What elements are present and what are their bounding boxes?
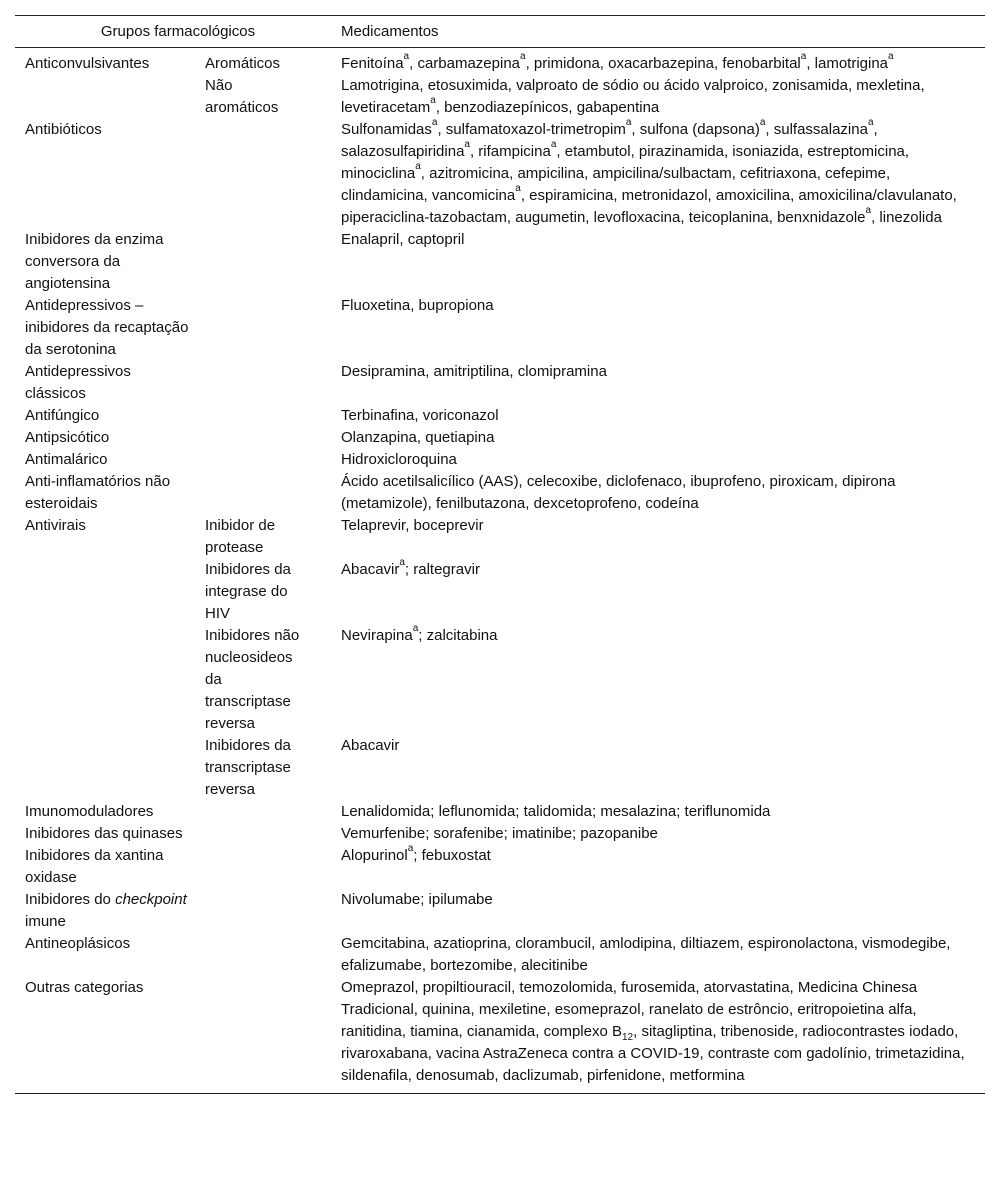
group-cell xyxy=(15,48,205,76)
text-segment: Antimalárico xyxy=(25,451,108,468)
footnote-marker: a xyxy=(431,117,438,128)
text-segment: Abacavir xyxy=(341,737,400,754)
subscript: 12 xyxy=(621,1032,634,1043)
text-segment: ; febuxostat xyxy=(413,847,491,864)
italic-term: checkpoint xyxy=(115,891,187,908)
table-row xyxy=(15,801,985,823)
group-cell xyxy=(15,229,205,295)
table-row xyxy=(15,823,985,845)
table-row xyxy=(15,361,985,405)
table-row xyxy=(15,229,985,295)
text-segment: , azitromicina, ampicilina, ampicilina/sulbactam, cefitriaxona, cefepime, clindamicina, vancomicina xyxy=(341,165,891,204)
text-segment: Antidepressivos clássicos xyxy=(25,363,131,402)
table-row xyxy=(15,405,985,427)
text-segment: Antibióticos xyxy=(25,121,102,138)
table-header-row xyxy=(15,16,985,48)
subgroup-cell xyxy=(205,977,341,1094)
table-row xyxy=(15,845,985,889)
text-segment: , rifampicina xyxy=(469,143,551,160)
text-segment: , lamotrigina xyxy=(806,55,889,72)
text-segment: Imunomoduladores xyxy=(25,803,154,820)
subgroup-cell xyxy=(205,75,341,119)
footnote-marker: a xyxy=(888,51,894,62)
medications-cell xyxy=(341,75,985,119)
text-segment: Inibidores não nucleosideos da transcriptase reversa xyxy=(205,627,300,732)
text-segment: Antipsicótico xyxy=(25,429,110,446)
medications-cell xyxy=(341,845,985,889)
header-groups: Grupos farmacológicos xyxy=(100,23,256,40)
group-cell xyxy=(15,625,205,735)
text-segment: ; raltegravir xyxy=(404,561,480,578)
group-cell xyxy=(15,977,205,1094)
footnote-marker: a xyxy=(464,139,470,150)
text-segment: , sulfamatoxazol-trimetropim xyxy=(437,121,626,138)
table-row xyxy=(15,75,985,119)
text-segment: Inibidores da xantina oxidase xyxy=(25,847,164,886)
text-segment: Inibidores das quinases xyxy=(25,825,183,842)
group-cell xyxy=(15,845,205,889)
medications-cell xyxy=(341,823,985,845)
group-cell xyxy=(15,449,205,471)
text-segment: Nivolumabe; ipilumabe xyxy=(341,891,493,908)
text-segment: Inibidores da transcriptase reversa xyxy=(205,737,291,798)
footnote-marker: a xyxy=(412,623,419,634)
subgroup-cell xyxy=(205,295,341,361)
text-segment: Desipramina, amitriptilina, clomipramina xyxy=(341,363,607,380)
table-row xyxy=(15,449,985,471)
table-row xyxy=(15,471,985,515)
subgroup-cell xyxy=(205,471,341,515)
medications-cell xyxy=(341,471,985,515)
text-segment: Fluoxetina, bupropiona xyxy=(341,297,494,314)
text-segment: Lamotrigina, etosuximida, valproato de sódio ou ácido valproico, zonisamida, mexletina, levetiracetam xyxy=(341,77,925,116)
medications-cell xyxy=(341,361,985,405)
group-cell xyxy=(15,361,205,405)
subgroup-cell xyxy=(205,933,341,977)
subgroup-cell xyxy=(205,845,341,889)
text-segment: Antidepressivos – inibidores da recaptação da serotonina xyxy=(25,297,189,358)
group-cell xyxy=(15,933,205,977)
medications-cell xyxy=(341,229,985,295)
footnote-marker: a xyxy=(867,117,874,128)
text-segment: Terbinafina, voriconazol xyxy=(341,407,499,424)
text-segment: Gemcitabina, azatioprina, clorambucil, amlodipina, diltiazem, espironolactona, vismodegibe, efalizumabe, bortezomibe, alecitinibe xyxy=(341,935,951,974)
table-row xyxy=(15,625,985,735)
footnote-marker: a xyxy=(399,557,405,568)
group-cell xyxy=(15,559,205,625)
text-segment: Alopurinol xyxy=(341,847,408,864)
text-segment: , sitagliptina, tribenoside, radiocontrastes iodado, rivaroxabana, vacina AstraZeneca contra a COVID-19, contraste com gadolínio, trimetazidina, sildenafila, denosumab, daclizumab, pirfenidone, metformina xyxy=(341,1023,965,1084)
text-segment: imune xyxy=(25,913,66,930)
text-segment: Anticonvulsivantes xyxy=(25,55,150,72)
text-segment: Nevirapina xyxy=(341,627,413,644)
table-row xyxy=(15,48,985,76)
text-segment: Abacavir xyxy=(341,561,400,578)
medications-cell xyxy=(341,295,985,361)
subgroup-cell xyxy=(205,625,341,735)
text-segment: , linezolida xyxy=(871,209,942,226)
footnote-marker: a xyxy=(430,95,436,106)
medications-cell xyxy=(341,625,985,735)
medications-cell xyxy=(341,427,985,449)
group-cell xyxy=(15,295,205,361)
subgroup-cell xyxy=(205,559,341,625)
table-row xyxy=(15,977,985,1094)
subgroup-cell xyxy=(205,449,341,471)
medications-cell xyxy=(341,801,985,823)
text-segment: Inibidor de protease xyxy=(205,517,276,556)
text-segment: , salazosulfapiridina xyxy=(341,121,878,160)
medications-cell xyxy=(341,735,985,801)
text-segment: , carbamazepina xyxy=(409,55,521,72)
group-cell xyxy=(15,427,205,449)
group-cell xyxy=(15,823,205,845)
medications-cell xyxy=(341,405,985,427)
table-body xyxy=(15,48,985,1094)
medications-cell xyxy=(341,559,985,625)
footnote-marker: a xyxy=(515,183,521,194)
group-cell xyxy=(15,515,205,559)
group-cell xyxy=(15,405,205,427)
subgroup-cell xyxy=(205,735,341,801)
text-segment: Antineoplásicos xyxy=(25,935,131,952)
medications-cell xyxy=(341,449,985,471)
text-segment: Vemurfenibe; sorafenibe; imatinibe; pazopanibe xyxy=(341,825,658,842)
footnote-marker: a xyxy=(800,51,807,62)
group-cell xyxy=(15,75,205,119)
footnote-marker: a xyxy=(407,843,414,854)
table-row xyxy=(15,559,985,625)
table-row xyxy=(15,515,985,559)
text-segment: Antivirais xyxy=(25,517,86,534)
text-segment: Telaprevir, boceprevir xyxy=(341,517,484,534)
footnote-marker: a xyxy=(865,205,872,216)
text-segment: , primidona, oxacarbazepina, fenobarbital xyxy=(525,55,801,72)
subgroup-cell xyxy=(205,823,341,845)
text-segment: Antifúngico xyxy=(25,407,100,424)
group-cell xyxy=(15,801,205,823)
subgroup-cell xyxy=(205,427,341,449)
group-cell xyxy=(15,119,205,229)
footnote-marker: a xyxy=(415,161,421,172)
subgroup-cell xyxy=(205,889,341,933)
text-segment: Inibidores da integrase do HIV xyxy=(205,561,291,622)
text-segment: Inibidores da enzima conversora da angiotensina xyxy=(25,231,164,292)
text-segment: Anti-inflamatórios não esteroidais xyxy=(25,473,171,512)
medications-cell xyxy=(341,515,985,559)
footnote-marker: a xyxy=(550,139,557,150)
header-drugs: Medicamentos xyxy=(341,23,439,40)
table-row xyxy=(15,295,985,361)
drug-groups-table xyxy=(15,15,985,1094)
text-segment: Outras categorias xyxy=(25,979,144,996)
text-segment: Aromáticos xyxy=(205,55,281,72)
medications-cell xyxy=(341,48,985,76)
group-cell xyxy=(15,889,205,933)
text-segment: Hidroxicloroquina xyxy=(341,451,457,468)
text-segment: Olanzapina, quetiapina xyxy=(341,429,495,446)
subgroup-cell xyxy=(205,405,341,427)
text-segment: , sulfona (dapsona) xyxy=(631,121,760,138)
table-row xyxy=(15,933,985,977)
table-row xyxy=(15,889,985,933)
text-segment: Lenalidomida; leflunomida; talidomida; mesalazina; teriflunomida xyxy=(341,803,771,820)
group-cell xyxy=(15,735,205,801)
text-segment: Fenitoína xyxy=(341,55,404,72)
table-row xyxy=(15,735,985,801)
medications-cell xyxy=(341,977,985,1094)
text-segment: Enalapril, captopril xyxy=(341,231,465,248)
subgroup-cell xyxy=(205,48,341,76)
group-cell xyxy=(15,471,205,515)
footnote-marker: a xyxy=(625,117,632,128)
text-segment: Omeprazol, propiltiouracil, temozolomida, furosemida, atorvastatina, Medicina Chinesa Tradicional, quinina, mexiletine, esomeprazol, ranelato de estrôncio, eritropoietina alfa, ranitidina, tiamina, cianamida, complexo B xyxy=(341,979,918,1040)
text-segment: , benzodiazepínicos, gabapentina xyxy=(435,99,660,116)
text-segment: Sulfonamidas xyxy=(341,121,432,138)
footnote-marker: a xyxy=(759,117,766,128)
subgroup-cell xyxy=(205,229,341,295)
text-segment: , espiramicina, metronidazol, amoxicilina, amoxicilina/clavulanato, piperaciclina-tazobactam, augumetin, levofloxacina, teicoplanina, benxnidazole xyxy=(341,187,957,226)
subgroup-cell xyxy=(205,361,341,405)
text-segment: , sulfassalazina xyxy=(765,121,868,138)
footnote-marker: a xyxy=(520,51,526,62)
footnote-marker: a xyxy=(403,51,410,62)
text-segment: Inibidores do xyxy=(25,891,116,908)
table-row xyxy=(15,119,985,229)
text-segment: Não aromáticos xyxy=(205,77,279,116)
subgroup-cell xyxy=(205,515,341,559)
text-segment: Ácido acetilsalicílico (AAS), celecoxibe, diclofenaco, ibuprofeno, piroxicam, dipirona (metamizole), fenilbutazona, dexcetoprofeno, codeína xyxy=(341,473,896,512)
medications-cell xyxy=(341,119,985,229)
table-row xyxy=(15,427,985,449)
subgroup-cell xyxy=(205,801,341,823)
medications-cell xyxy=(341,933,985,977)
text-segment: ; zalcitabina xyxy=(418,627,498,644)
medications-cell xyxy=(341,889,985,933)
subgroup-cell xyxy=(205,119,341,229)
text-segment: , etambutol, pirazinamida, isoniazida, estreptomicina, minociclina xyxy=(341,143,910,182)
